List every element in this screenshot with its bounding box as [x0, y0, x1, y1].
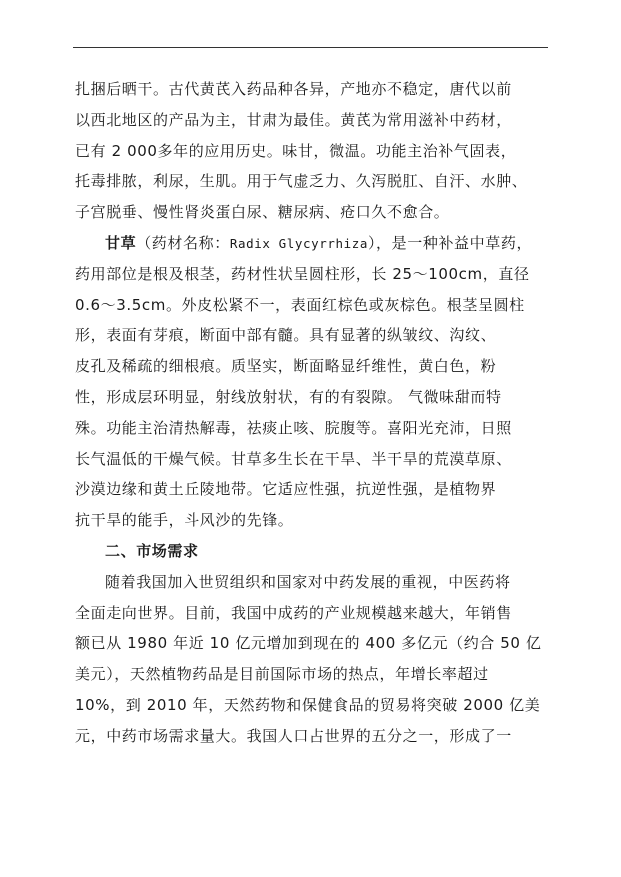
text-line: 子宫脱垂、慢性肾炎蛋白尿、糖尿病、疮口久不愈合。: [75, 203, 450, 222]
text-line: 0.6～3.5cm。外皮松紧不一，表面红棕色或灰棕色。根茎呈圆柱: [75, 295, 525, 314]
document-body: [75, 74, 553, 752]
text-line: 托毒排脓，利尿，生肌。用于气虚乏力、久泻脱肛、自汗、水肿、: [75, 172, 528, 191]
text-line: 抗干旱的能手，斗风沙的先锋。: [75, 511, 294, 530]
paragraph-market: [75, 567, 553, 752]
text-line: 10%，到 2010 年，天然药物和保健食品的贸易将突破 2000 亿美: [75, 695, 541, 714]
section-heading: 二、市场需求: [105, 541, 199, 560]
paragraph-huangqi: [75, 74, 553, 228]
term-gancao: 甘草: [105, 233, 137, 252]
text-line-first: [75, 228, 553, 259]
text-line: 药用部位是根及根茎，药材性状呈圆柱形，长 25～100cm，直径: [75, 264, 530, 283]
text-line: 皮孔及稀疏的细根痕。质坚实，断面略显纤维性，黄白色，粉: [75, 357, 497, 376]
text-line: 额已从 1980 年近 10 亿元增加到现在的 400 多亿元（约合 50 亿: [75, 634, 542, 653]
text-line: 已有 2 000多年的应用历史。味甘，微温。功能主治补气固表，: [75, 141, 517, 160]
text-line: 以西北地区的产品为主，甘肃为最佳。黄芪为常用滋补中药材，: [75, 110, 512, 129]
text-line: 美元），天然植物药品是目前国际市场的热点，年增长率超过: [75, 665, 489, 684]
text-line: 全面走向世界。目前，我国中成药的产业规模越来越大，年销售: [75, 603, 512, 622]
paragraph-gancao: [75, 228, 553, 536]
intro-text: （药材名称：: [136, 233, 230, 252]
text-line: 性，形成层环明显，射线放射状，有的有裂隙。 气微味甜而特: [75, 387, 502, 406]
text-line: 沙漠边缘和黄土丘陵地带。它适应性强，抗逆性强，是植物界: [75, 480, 497, 499]
text-line-first: 随着我国加入世贸组织和国家对中药发展的重视，中医药将: [105, 572, 511, 591]
text-line: 形，表面有芽痕，断面中部有髓。具有显著的纵皱纹、沟纹、: [75, 326, 497, 345]
text-line: 殊。功能主治清热解毒，祛痰止咳、脘腹等。喜阳光充沛，日照: [75, 418, 512, 437]
text-line: 扎捆后晒干。古代黄芪入药品种各异，产地亦不稳定，唐代以前: [75, 80, 512, 98]
intro-text: ），是一种补益中草药，: [367, 233, 533, 252]
latin-name: Radix Glycyrrhiza: [229, 235, 368, 251]
text-line: 元，中药市场需求量大。我国人口占世界的五分之一，形成了一: [75, 726, 512, 745]
header-rule: [73, 47, 548, 48]
text-line: 长气温低的干燥气候。甘草多生长在干旱、半干旱的荒漠草原、: [75, 449, 512, 468]
